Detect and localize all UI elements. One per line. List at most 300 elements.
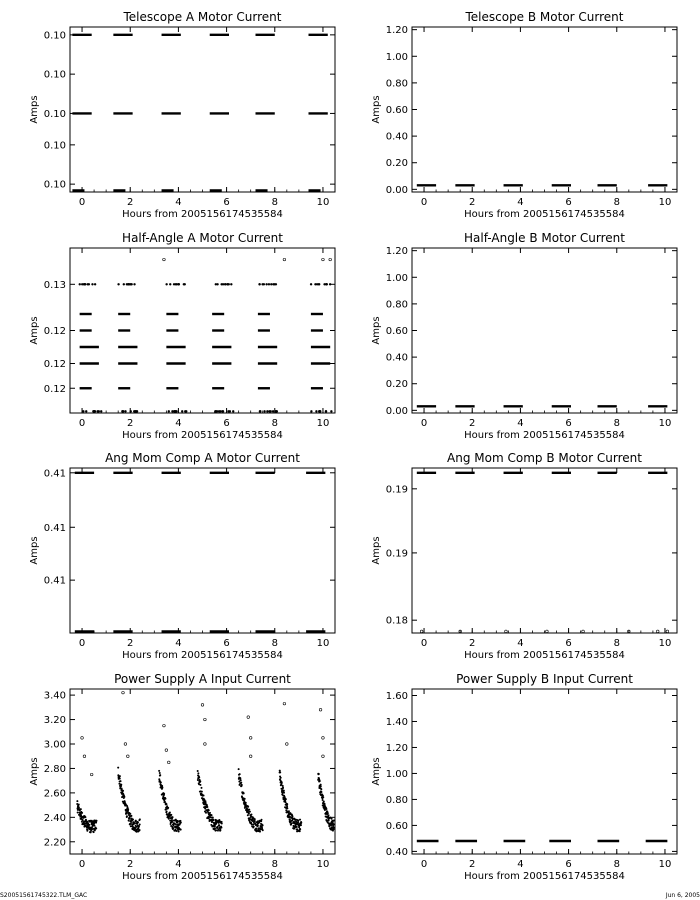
data-point bbox=[310, 283, 312, 285]
data-point bbox=[275, 410, 277, 412]
data-point bbox=[209, 812, 211, 814]
plot-frame bbox=[412, 689, 677, 854]
chart-panel-3 bbox=[29, 231, 335, 441]
data-point bbox=[299, 819, 301, 821]
x-tick-label: 10 bbox=[316, 859, 330, 870]
x-tick-label: 8 bbox=[613, 859, 620, 870]
data-point bbox=[129, 823, 131, 825]
x-tick-label: 6 bbox=[565, 197, 572, 208]
x-tick-label: 4 bbox=[175, 638, 182, 649]
data-point bbox=[96, 410, 98, 412]
data-point bbox=[122, 790, 124, 792]
x-tick-label: 2 bbox=[469, 638, 476, 649]
data-point bbox=[325, 283, 327, 285]
x-tick-label: 10 bbox=[316, 418, 330, 429]
y-tick-label: 0.00 bbox=[385, 184, 408, 196]
chart-panel-8 bbox=[371, 672, 677, 882]
data-point bbox=[221, 823, 223, 825]
y-tick-label: 0.80 bbox=[385, 794, 408, 806]
data-point bbox=[328, 820, 330, 822]
data-point bbox=[258, 283, 260, 285]
data-point bbox=[656, 630, 659, 633]
data-point bbox=[76, 800, 78, 802]
y-tick-label: 0.10 bbox=[43, 30, 66, 42]
data-point bbox=[117, 767, 119, 769]
data-point bbox=[88, 824, 90, 826]
data-point bbox=[283, 790, 285, 792]
y-tick-label: 1.20 bbox=[385, 742, 408, 754]
data-point bbox=[120, 784, 122, 786]
data-point bbox=[133, 283, 135, 285]
x-tick-label: 6 bbox=[565, 859, 572, 870]
x-tick-label: 0 bbox=[78, 638, 86, 649]
plot-frame bbox=[70, 27, 335, 192]
y-tick-label: 0.20 bbox=[385, 379, 408, 391]
y-axis-label: Amps bbox=[371, 536, 382, 565]
data-point bbox=[137, 821, 139, 823]
y-tick-label: 0.41 bbox=[43, 575, 66, 587]
data-point bbox=[272, 410, 274, 412]
footer-date: Jun 6, 2005 bbox=[665, 892, 700, 899]
data-point bbox=[133, 822, 135, 824]
x-tick-label: 8 bbox=[613, 638, 620, 649]
chart-title: Ang Mom Comp A Motor Current bbox=[105, 451, 300, 465]
data-point bbox=[331, 818, 333, 820]
x-tick-label: 10 bbox=[658, 197, 672, 208]
data-point bbox=[163, 724, 166, 727]
data-point bbox=[165, 283, 167, 285]
chart-title: Half-Angle A Motor Current bbox=[122, 231, 283, 245]
data-point bbox=[93, 831, 95, 833]
data-point bbox=[325, 410, 327, 412]
x-tick-label: 6 bbox=[565, 418, 572, 429]
data-point bbox=[212, 817, 214, 819]
data-point bbox=[262, 824, 264, 826]
data-point bbox=[203, 794, 205, 796]
data-point bbox=[139, 829, 141, 831]
x-tick-label: 4 bbox=[517, 418, 524, 429]
y-tick-label: 0.12 bbox=[43, 326, 66, 337]
y-tick-label: 0.60 bbox=[385, 326, 408, 337]
y-tick-label: 0.40 bbox=[385, 846, 408, 858]
data-point bbox=[265, 283, 267, 285]
x-tick-label: 0 bbox=[420, 638, 428, 649]
y-tick-label: 0.41 bbox=[43, 522, 66, 534]
data-point bbox=[180, 822, 182, 824]
data-point bbox=[283, 258, 286, 261]
data-point bbox=[263, 283, 265, 285]
y-tick-label: 0.10 bbox=[43, 140, 66, 152]
data-point bbox=[129, 813, 131, 815]
y-tick-label: 1.00 bbox=[385, 51, 408, 63]
x-tick-label: 8 bbox=[271, 197, 278, 208]
data-point bbox=[167, 807, 169, 809]
data-point bbox=[204, 718, 207, 721]
data-point bbox=[240, 782, 242, 784]
chart-title: Ang Mom Comp B Motor Current bbox=[447, 451, 642, 465]
x-tick-label: 2 bbox=[127, 418, 134, 429]
x-tick-label: 0 bbox=[420, 418, 428, 429]
x-tick-label: 10 bbox=[658, 638, 672, 649]
data-point bbox=[184, 410, 186, 412]
x-tick-label: 4 bbox=[175, 859, 182, 870]
data-point bbox=[270, 283, 272, 285]
x-axis-label: Hours from 2005156174535584 bbox=[464, 209, 625, 220]
data-point bbox=[285, 798, 287, 800]
y-tick-label: 0.12 bbox=[43, 359, 66, 370]
y-axis-label: Amps bbox=[371, 757, 382, 786]
data-point bbox=[204, 743, 207, 746]
chart-title: Power Supply B Input Current bbox=[456, 672, 633, 686]
data-point bbox=[159, 772, 161, 774]
data-point bbox=[161, 786, 163, 788]
data-point bbox=[88, 283, 90, 285]
data-point bbox=[420, 630, 423, 633]
data-point bbox=[247, 806, 249, 808]
data-point bbox=[253, 826, 255, 828]
data-point bbox=[119, 778, 121, 780]
data-point bbox=[259, 410, 261, 412]
data-point bbox=[100, 410, 102, 412]
data-point bbox=[224, 283, 226, 285]
y-tick-label: 0.10 bbox=[43, 179, 66, 191]
data-point bbox=[220, 827, 222, 829]
y-tick-label: 0.10 bbox=[43, 69, 66, 81]
x-tick-label: 10 bbox=[316, 197, 330, 208]
x-axis-label: Hours from 2005156174535584 bbox=[464, 650, 625, 661]
y-tick-label: 2.40 bbox=[43, 812, 66, 824]
x-tick-label: 8 bbox=[271, 859, 278, 870]
data-point bbox=[204, 800, 206, 802]
data-point bbox=[172, 827, 174, 829]
x-tick-label: 6 bbox=[223, 859, 230, 870]
data-point bbox=[81, 737, 84, 740]
x-tick-label: 8 bbox=[613, 418, 620, 429]
data-point bbox=[129, 818, 131, 820]
data-point bbox=[316, 283, 318, 285]
x-tick-label: 4 bbox=[517, 638, 524, 649]
data-point bbox=[319, 708, 322, 711]
data-point bbox=[212, 819, 214, 821]
data-point bbox=[289, 818, 291, 820]
data-point bbox=[228, 283, 230, 285]
data-point bbox=[214, 827, 216, 829]
data-point bbox=[215, 819, 217, 821]
y-axis-label: Amps bbox=[29, 95, 40, 124]
data-point bbox=[296, 826, 298, 828]
data-point bbox=[166, 811, 168, 813]
data-point bbox=[80, 808, 82, 810]
chart-panel-7 bbox=[29, 672, 335, 882]
x-tick-label: 6 bbox=[223, 197, 230, 208]
plot-frame bbox=[70, 468, 335, 633]
data-point bbox=[239, 777, 241, 779]
data-point bbox=[257, 825, 259, 827]
x-tick-label: 8 bbox=[271, 418, 278, 429]
data-point bbox=[163, 793, 165, 795]
data-point bbox=[505, 630, 508, 633]
data-point bbox=[183, 283, 185, 285]
y-tick-label: 0.60 bbox=[385, 820, 408, 832]
data-point bbox=[232, 410, 234, 412]
data-point bbox=[292, 816, 294, 818]
data-point bbox=[283, 792, 285, 794]
chart-title: Telescope B Motor Current bbox=[465, 10, 624, 24]
data-point bbox=[197, 770, 199, 772]
chart-panel-2 bbox=[371, 10, 677, 220]
data-point bbox=[329, 283, 331, 285]
data-point bbox=[247, 814, 249, 816]
x-tick-label: 0 bbox=[420, 859, 428, 870]
data-point bbox=[322, 796, 324, 798]
data-point bbox=[219, 829, 221, 831]
x-tick-label: 6 bbox=[223, 418, 230, 429]
x-tick-label: 2 bbox=[127, 197, 134, 208]
data-point bbox=[83, 755, 86, 758]
footer-filename: S20051561745322.TLM_GAC bbox=[0, 892, 88, 899]
data-point bbox=[319, 410, 321, 412]
data-point bbox=[215, 283, 217, 285]
data-point bbox=[230, 283, 232, 285]
data-point bbox=[248, 809, 250, 811]
data-point bbox=[158, 770, 160, 772]
data-point bbox=[172, 816, 174, 818]
x-tick-label: 8 bbox=[271, 638, 278, 649]
data-point bbox=[94, 410, 96, 412]
data-point bbox=[282, 787, 284, 789]
data-point bbox=[263, 410, 265, 412]
data-point bbox=[132, 818, 134, 820]
data-point bbox=[329, 258, 332, 261]
x-tick-label: 2 bbox=[469, 418, 476, 429]
data-point bbox=[164, 798, 166, 800]
data-point bbox=[273, 283, 275, 285]
y-tick-label: 0.20 bbox=[385, 158, 408, 170]
y-tick-label: 1.40 bbox=[385, 716, 408, 728]
data-point bbox=[181, 410, 183, 412]
data-point bbox=[288, 810, 290, 812]
data-point bbox=[168, 410, 170, 412]
data-point bbox=[310, 410, 312, 412]
data-point bbox=[160, 781, 162, 783]
data-point bbox=[77, 811, 79, 813]
data-point bbox=[240, 779, 242, 781]
chart-panel-4 bbox=[371, 231, 677, 441]
x-tick-label: 10 bbox=[316, 638, 330, 649]
x-tick-label: 0 bbox=[78, 197, 86, 208]
y-tick-label: 0.19 bbox=[385, 484, 408, 496]
x-tick-label: 4 bbox=[175, 418, 182, 429]
data-point bbox=[83, 283, 85, 285]
data-point bbox=[281, 781, 283, 783]
data-point bbox=[165, 749, 168, 752]
y-tick-label: 1.20 bbox=[385, 246, 408, 258]
plot-frame bbox=[412, 468, 677, 633]
data-point bbox=[248, 813, 250, 815]
y-tick-label: 0.18 bbox=[385, 615, 408, 627]
data-point bbox=[244, 798, 246, 800]
data-point bbox=[135, 410, 137, 412]
data-point bbox=[299, 828, 301, 830]
data-point bbox=[175, 824, 177, 826]
data-point bbox=[582, 630, 585, 633]
y-tick-label: 0.19 bbox=[385, 548, 408, 560]
data-point bbox=[208, 809, 210, 811]
data-point bbox=[96, 820, 98, 822]
x-axis-label: Hours from 2005156174535584 bbox=[464, 430, 625, 441]
data-point bbox=[261, 819, 263, 821]
data-point bbox=[328, 814, 330, 816]
plot-frame bbox=[412, 27, 677, 192]
y-axis-label: Amps bbox=[29, 757, 40, 786]
data-point bbox=[322, 737, 325, 740]
data-point bbox=[80, 814, 82, 816]
y-tick-label: 0.80 bbox=[385, 78, 408, 90]
chart-panel-5 bbox=[29, 451, 335, 661]
data-point bbox=[199, 784, 201, 786]
data-point bbox=[127, 755, 130, 758]
y-tick-label: 0.13 bbox=[43, 279, 66, 291]
data-point bbox=[262, 829, 264, 831]
data-point bbox=[254, 818, 256, 820]
data-point bbox=[247, 716, 250, 719]
data-point bbox=[139, 818, 141, 820]
data-point bbox=[319, 780, 321, 782]
data-point bbox=[81, 821, 83, 823]
y-tick-label: 0.80 bbox=[385, 299, 408, 311]
data-point bbox=[333, 819, 335, 821]
data-point bbox=[666, 630, 669, 633]
data-point bbox=[126, 815, 128, 817]
x-tick-label: 4 bbox=[175, 197, 182, 208]
x-tick-label: 2 bbox=[127, 859, 134, 870]
data-point bbox=[250, 814, 252, 816]
plot-frame bbox=[70, 689, 335, 854]
data-point bbox=[197, 779, 199, 781]
data-point bbox=[327, 812, 329, 814]
x-tick-label: 0 bbox=[420, 197, 428, 208]
data-point bbox=[269, 410, 271, 412]
chart-title: Power Supply A Input Current bbox=[114, 672, 291, 686]
data-point bbox=[128, 820, 130, 822]
data-point bbox=[300, 822, 302, 824]
data-point bbox=[291, 822, 293, 824]
data-point bbox=[221, 410, 223, 412]
data-point bbox=[130, 283, 132, 285]
data-point bbox=[241, 784, 243, 786]
data-point bbox=[169, 283, 171, 285]
data-point bbox=[322, 755, 325, 758]
data-point bbox=[280, 777, 282, 779]
y-tick-label: 3.00 bbox=[43, 739, 66, 751]
data-point bbox=[286, 743, 289, 746]
y-tick-label: 1.60 bbox=[385, 690, 408, 702]
data-point bbox=[81, 812, 83, 814]
data-point bbox=[173, 283, 175, 285]
data-point bbox=[201, 791, 203, 793]
data-point bbox=[315, 410, 317, 412]
plot-frame bbox=[412, 248, 677, 413]
data-point bbox=[117, 283, 119, 285]
data-point bbox=[259, 831, 261, 833]
y-tick-label: 2.60 bbox=[43, 788, 66, 800]
data-point bbox=[297, 819, 299, 821]
data-point bbox=[299, 830, 301, 832]
data-point bbox=[123, 283, 125, 285]
data-point bbox=[95, 821, 97, 823]
data-point bbox=[279, 771, 281, 773]
x-tick-label: 0 bbox=[78, 859, 86, 870]
data-point bbox=[279, 770, 281, 772]
data-point bbox=[283, 702, 286, 705]
data-point bbox=[245, 802, 247, 804]
data-point bbox=[170, 814, 172, 816]
data-point bbox=[282, 785, 284, 787]
x-axis-label: Hours from 2005156174535584 bbox=[122, 871, 283, 882]
x-tick-label: 4 bbox=[517, 197, 524, 208]
data-point bbox=[197, 772, 199, 774]
data-point bbox=[322, 258, 325, 261]
data-point bbox=[325, 808, 327, 810]
data-point bbox=[84, 816, 86, 818]
chart-panel-1 bbox=[29, 10, 335, 220]
data-point bbox=[90, 773, 93, 776]
data-point bbox=[199, 780, 201, 782]
data-point bbox=[546, 630, 549, 633]
data-point bbox=[198, 777, 200, 779]
x-tick-label: 10 bbox=[658, 418, 672, 429]
data-point bbox=[239, 773, 241, 775]
x-tick-label: 8 bbox=[613, 197, 620, 208]
data-point bbox=[124, 410, 126, 412]
data-point bbox=[249, 755, 252, 758]
chart-title: Half-Angle B Motor Current bbox=[464, 231, 625, 245]
data-point bbox=[320, 791, 322, 793]
data-point bbox=[94, 283, 96, 285]
data-point bbox=[169, 812, 171, 814]
data-point bbox=[130, 821, 132, 823]
x-tick-label: 2 bbox=[127, 638, 134, 649]
data-point bbox=[333, 823, 335, 825]
y-tick-label: 1.20 bbox=[385, 25, 408, 37]
data-point bbox=[200, 787, 202, 789]
data-point bbox=[139, 824, 141, 826]
data-point bbox=[323, 800, 325, 802]
data-point bbox=[206, 806, 208, 808]
data-point bbox=[91, 283, 93, 285]
data-point bbox=[130, 815, 132, 817]
data-point bbox=[211, 814, 213, 816]
y-tick-label: 0.10 bbox=[43, 108, 66, 120]
data-point bbox=[227, 410, 229, 412]
data-point bbox=[78, 804, 80, 806]
data-point bbox=[201, 704, 204, 707]
x-tick-label: 2 bbox=[469, 859, 476, 870]
x-axis-label: Hours from 2005156174535584 bbox=[464, 871, 625, 882]
x-tick-label: 10 bbox=[658, 859, 672, 870]
y-axis-label: Amps bbox=[371, 95, 382, 124]
data-point bbox=[119, 775, 121, 777]
data-point bbox=[330, 410, 332, 412]
x-axis-label: Hours from 2005156174535584 bbox=[122, 209, 283, 220]
y-tick-label: 1.00 bbox=[385, 768, 408, 780]
data-point bbox=[127, 808, 129, 810]
data-point bbox=[123, 796, 125, 798]
data-point bbox=[318, 773, 320, 775]
data-point bbox=[211, 821, 213, 823]
data-point bbox=[180, 829, 182, 831]
data-point bbox=[93, 825, 95, 827]
